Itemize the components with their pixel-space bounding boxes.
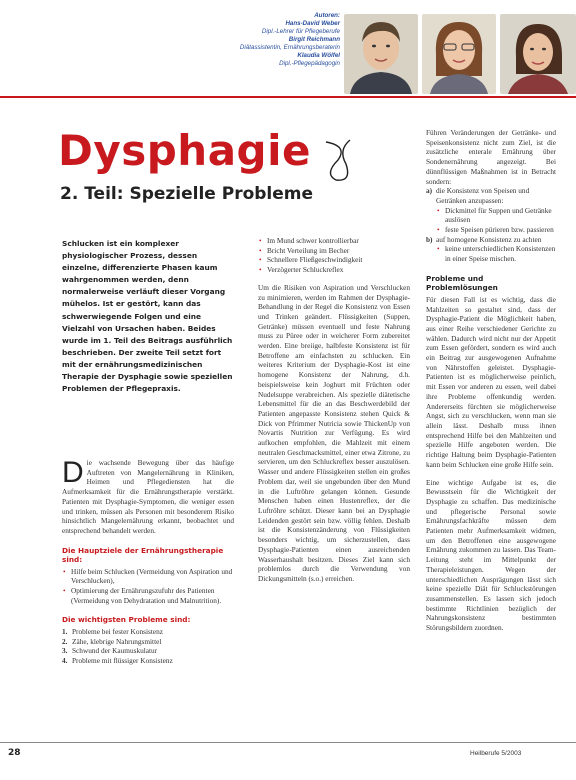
- list-text: Zähe, klebrige Nahrungsmittel: [72, 636, 162, 646]
- measures-list: [426, 186, 556, 205]
- credit-name: Autoren:: [314, 12, 340, 19]
- intro-paragraph: [62, 458, 234, 536]
- list-number: a): [426, 186, 433, 196]
- page-number: 28: [8, 748, 21, 758]
- drop-cap: D: [62, 456, 84, 489]
- list-text: Probleme bei fester Konsistenz: [72, 626, 163, 636]
- list-text: Schwund der Kaumuskulatur: [72, 646, 158, 656]
- list-item: [426, 235, 556, 245]
- article-title: Dysphagie: [58, 126, 311, 175]
- portrait-female-icon: [500, 14, 576, 94]
- credit-line: [150, 44, 340, 52]
- symptom-list: [258, 236, 410, 275]
- credit-line: [150, 12, 340, 20]
- credit-name: Hans-David Weber: [285, 20, 340, 27]
- author-photo: [500, 14, 576, 94]
- body-paragraph: Um die Risiken von Aspiration und Verschlucken zu minimieren, werden im Rahmen der Dysphagie-Behandlung in der Regel die Konsistenz von Essen und Trinken geändert. Flüssigkeiten (Suppen, Getränke) müssen eventuell und feste Nahrung muss zu Püree oder in weicherer Form zubereitet werden. Eine breiige, halbfeste Konsistenz ist für Betroffene am einfachsten zu schlucken. Ein weiteres Kriterium der Dysphagie-Kost ist eine homogene Konsistenz der Nahrung, d.h. beispielsweise kein Joghurt mit Früchten oder Nudelsuppe verabreichen. Als spezielle diätetische Lebensmittel für die an das Beschwerdebild der Patienten angepasste Konsistenz stehen Quick & Dick von Pfrimmer Nutricia sowie ThickenUp von Novartis Nutrition zur Verfügung. Es wird aufkochen empfohlen, die Mahlzeit mit einem neutralen Geschmacksmittel, einer etwa Zitrone, zu servieren, um den Schluckreflex besser auszulösen. Wasser und andere Flüssigkeiten stellen ein großes Problem dar, weil sie ungebunden über den Mund in die Luftröhre gelangen können. Gesunde Menschen haben einen Hustenreflex, der die Luftröhre schützt. Dieser kann bei an Dysphagie Leidenden gestört sein bzw. völlig fehlen. Deshalb ist die Konsistenzänderung von Flüssigkeiten besonders wichtig, um sicherzustellen, dass Dysphagie-Patienten einen ausreichenden Wasserhaushalt besitzen. Dieses Ziel kann sich problemlos durch die Verwendung von Dickungsmitteln (s.o.) erreichen.: [258, 282, 410, 583]
- publication-source: Heilberufe 5/2003: [470, 750, 522, 757]
- list-item: • Schnellere Fließgeschwindigkeit: [258, 255, 410, 265]
- credit-name: Birgit Reichmann: [288, 36, 340, 43]
- portrait-female-icon: [422, 14, 496, 94]
- handwritten-mark-icon: [318, 136, 358, 184]
- column-3: [426, 128, 556, 633]
- body-paragraph: Führen Veränderungen der Getränke- und Speisenkonsistenz nicht zum Ziel, ist die zusätzliche enterale Ernährung über Sondenernährung angezeigt. Bei dünnflüssigen Maßnahmen ist in Betracht sondern:: [426, 128, 556, 186]
- credit-line: [150, 20, 340, 28]
- column-1: [62, 458, 234, 666]
- credit-line: [150, 60, 340, 68]
- goals-list: [62, 567, 234, 606]
- list-item: [62, 637, 234, 647]
- list-text: auf homogene Konsistenz zu achten: [436, 234, 542, 244]
- list-item: [426, 186, 556, 205]
- header-divider: [0, 96, 576, 98]
- list-text: die Konsistenz von Speisen und Getränken anzupassen:: [436, 186, 530, 205]
- list-number: 2.: [62, 636, 68, 646]
- credit-role: Diätassistentin, Ernährungsberaterin: [239, 44, 340, 51]
- credit-line: [150, 28, 340, 36]
- list-item: • Bricht Verteilung im Becher: [258, 246, 410, 256]
- list-item: • Hilfe beim Schlucken (Vermeidung von Aspiration und Verschlucken),: [62, 567, 234, 586]
- credit-line: [150, 36, 340, 44]
- section-heading: Die wichtigsten Probleme sind:: [62, 615, 191, 625]
- list-number: 4.: [62, 656, 68, 666]
- sub-list: [426, 244, 556, 263]
- list-item: [62, 656, 234, 666]
- intro-text: ie wachsende Bewegung über das häufige Auftreten von Mangelernährung in Kliniken, Heimen und Pflegediensten hat die Aufmerksamkeit für die Ernährungstherapie verstärkt. Patienten mit Dysphagie-Symptomen, die weniger essen und trinken, müssen als Personen mit besonderem Risiko hinsichtlich Mangelernährung erkannt, beobachtet und entsprechend behandelt werden.: [62, 458, 234, 535]
- header-banner: [0, 0, 576, 96]
- list-number: b): [426, 234, 433, 244]
- list-item: [62, 627, 234, 637]
- list-text: Probleme mit flüssiger Konsistenz: [72, 656, 173, 666]
- credit-role: Dipl.-Pflegepädagogin: [279, 60, 340, 67]
- author-photo: [422, 14, 496, 94]
- body-paragraph: Für diesen Fall ist es wichtig, dass die Mahlzeiten so gestaltet sind, dass der Dysphagie-Patient die Möglichkeit haben, aus einer Reihe verschiedener Gerichte zu wählen. Dadurch wird nicht nur der Appetit zum Essen gefördert, sondern es wird auch ein Beitrag zur ausgewogenen Aufnahme von Nährstoffen geleistet. Dysphagie-Patienten ist es möglicherweise peinlich, mit Essen vor anderen zu essen, weil dabei ihre Probleme offenkundig werden. Andererseits fürchten sie möglicherweise Angst, sich zu verschlucken, wenn man sie allein lässt. Deshalb muss ihnen entsprechend Hilfe bei den Mahlzeiten und spezielle Hilfe angeboten werden. Die richtige Haltung beim Dysphagie-Patienten kann beim Schlucken eine große Hilfe sein.: [426, 294, 556, 469]
- footer-divider: [0, 742, 576, 743]
- list-item: • feste Speisen pürieren bzw. passieren: [436, 225, 556, 235]
- sub-list: [426, 206, 556, 235]
- author-photo: [344, 14, 418, 94]
- list-item: • Dickmittel für Suppen und Getränke auslösen: [436, 206, 556, 225]
- list-item: • Optimierung der Ernährungszufuhr des Patienten (Vermeidung von Dehydratation und Malnutrition).: [62, 586, 234, 605]
- body-paragraph: Eine wichtige Aufgabe ist es, die Bewusstsein für die Wichtigkeit der Dysphagie zu schaffen. Das medizinische und pflegerische Personal sowie Ernährungsfachkräfte müssen dem Patienten mehr Aufmerksamkeit widmen, um den Betroffenen eine ausgewogene Ernährung zukommen zu lassen. Das Team-Leitung steht im Mittelpunkt der Therapieleistungen. Wegen der unterschiedlichen Ausprägungen lässt sich keine spezielle Diät für Schluckstörungen zusammenstellen. Es lassen sich jedoch bestimmte Richtlinien bezüglich der Nahrungskonsistenz bestimmten Störungsbildern zuordnen.: [426, 477, 556, 633]
- list-number: 3.: [62, 646, 68, 656]
- section-heading: Die Hauptziele der Ernährungstherapie sind:: [62, 545, 224, 565]
- problems-list: [62, 627, 234, 666]
- portrait-male-icon: [344, 14, 418, 94]
- list-item: • Verzögerter Schluckreflex: [258, 265, 410, 275]
- author-credits: [150, 12, 340, 68]
- credit-line: [150, 52, 340, 60]
- list-number: 1.: [62, 626, 68, 636]
- article-subtitle: 2. Teil: Spezielle Probleme: [60, 184, 314, 204]
- section-heading: Probleme und Problemlösungen: [426, 273, 498, 293]
- list-item: [62, 646, 234, 656]
- column-2: [258, 236, 410, 584]
- credit-name: Klaudia Wölfel: [297, 52, 340, 59]
- list-item: • keine unterschiedlichen Konsistenzen in einer Speise mischen.: [436, 244, 556, 263]
- credit-role: Dipl.-Lehrer für Pflegeberufe: [261, 28, 340, 35]
- list-item: • Im Mund schwer kontrollierbar: [258, 236, 410, 246]
- measures-list: [426, 235, 556, 245]
- lead-paragraph: Schlucken ist ein komplexer physiologischer Prozess, dessen einzelne, differenzierte Phasen kaum wahrgenommen werden, denn normalerweise verläuft dieser Vorgang mühelos. Ist er gestört, kann das schwerwiegende Folgen und eine Vielzahl von Ursachen haben. Beides wurde im 1. Teil des Beitrags ausführlich beschrieben. Der zweite Teil setzt fort mit der ernährungsmedizinischen Therapie der Dysphagie sowie speziellen Problemen der Pflegepraxis.: [62, 239, 233, 394]
